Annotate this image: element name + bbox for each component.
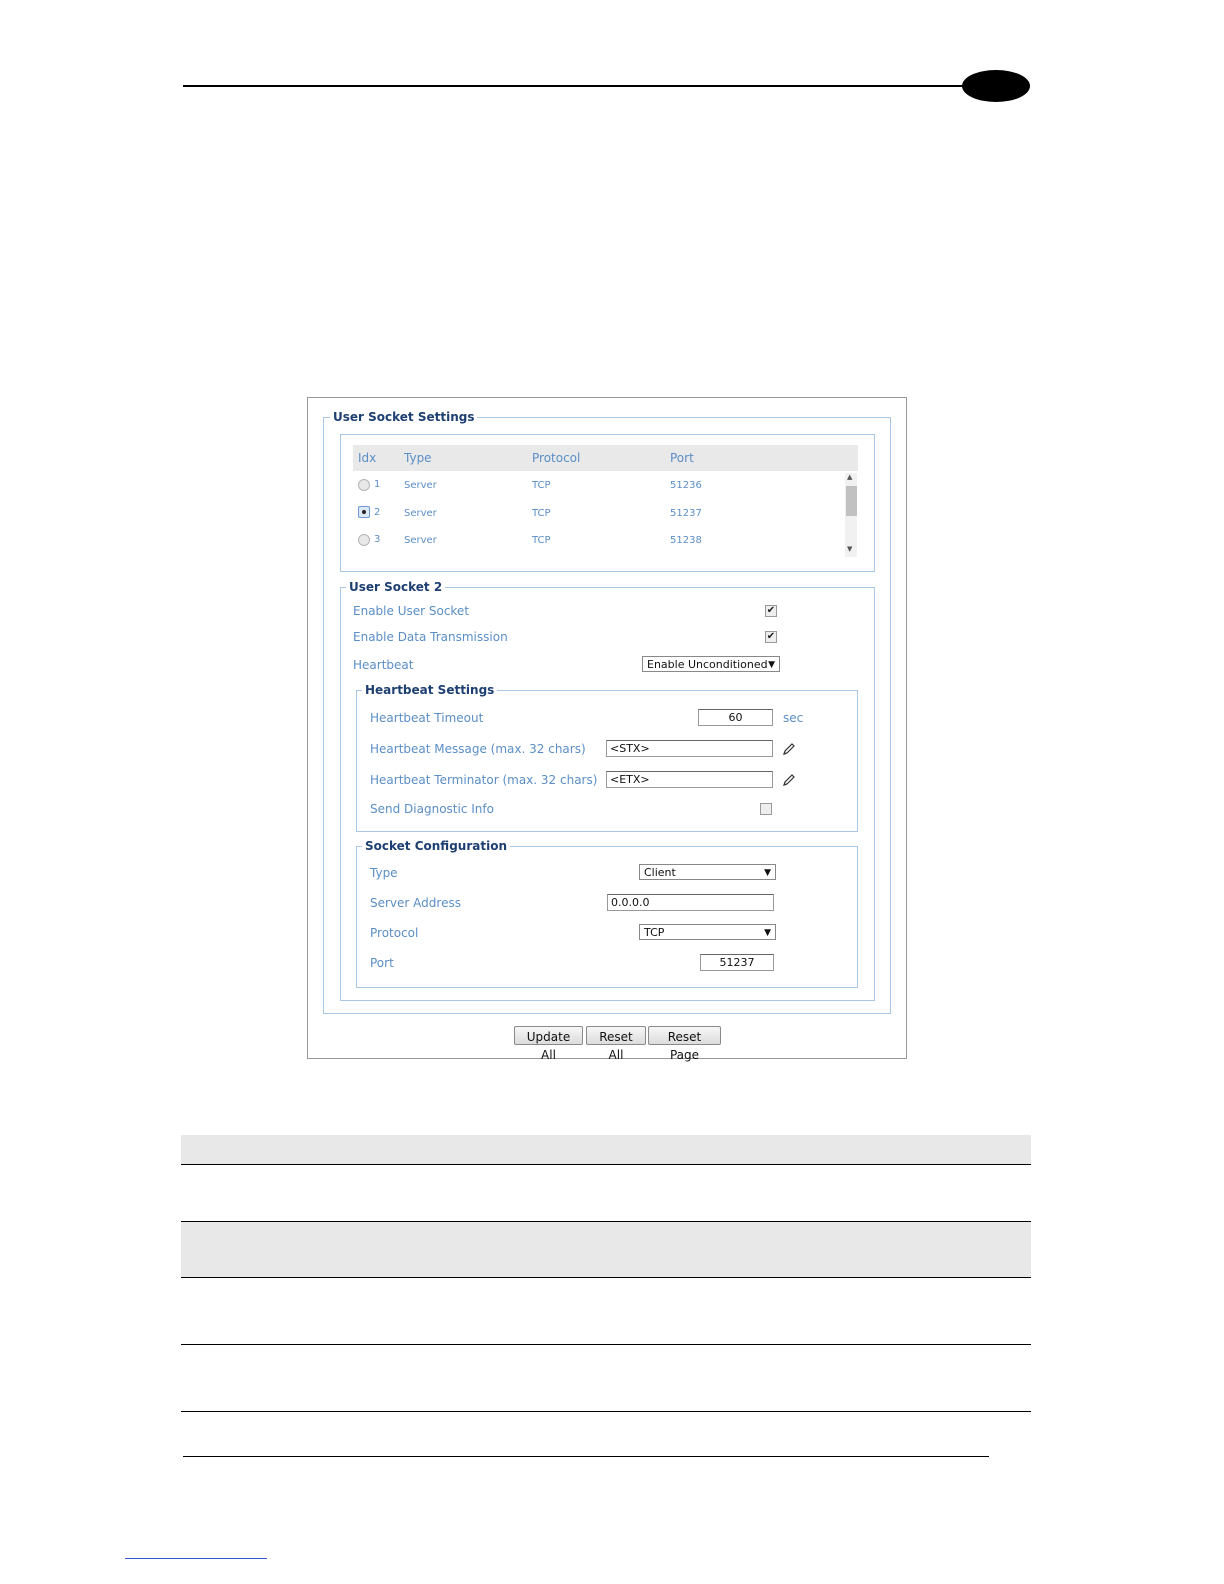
reset-all-button[interactable]: Reset All — [586, 1026, 646, 1045]
heartbeat-terminator-label: Heartbeat Terminator (max. 32 chars) — [370, 773, 598, 787]
heartbeat-terminator-input[interactable]: <ETX> — [606, 771, 773, 788]
enable-user-socket-checkbox[interactable]: ✔ — [766, 605, 776, 616]
socket-row-3-idx: 3 — [374, 534, 381, 545]
socket-row-1-radio[interactable] — [358, 479, 370, 491]
enable-user-socket-label: Enable User Socket — [353, 604, 470, 618]
socket-type-select[interactable] — [639, 864, 776, 880]
heartbeat-timeout-unit: sec — [783, 711, 804, 725]
doc-table-rule — [181, 1277, 1031, 1278]
chevron-down-icon: ▼ — [768, 660, 775, 670]
heartbeat-select-value: Enable Unconditioned — [647, 658, 768, 671]
footer-link-underline[interactable] — [125, 1558, 267, 1559]
column-header-port: Port — [670, 451, 694, 465]
send-diagnostic-info-checkbox[interactable] — [760, 803, 772, 815]
chevron-down-icon: ▼ — [764, 928, 771, 938]
socket-row-1-idx: 1 — [374, 479, 381, 490]
socket-row-2-radio[interactable] — [358, 506, 370, 518]
socket-row-3-type: Server — [404, 535, 437, 546]
heartbeat-settings-legend: Heartbeat Settings — [362, 683, 497, 697]
socket-protocol-select-value: TCP — [644, 926, 665, 939]
socket-row-2-protocol: TCP — [532, 508, 551, 519]
heartbeat-message-label: Heartbeat Message (max. 32 chars) — [370, 742, 586, 756]
scrollbar-thumb[interactable] — [846, 486, 857, 516]
socket-configuration-legend: Socket Configuration — [362, 839, 510, 853]
socket-row-1-port: 51236 — [670, 480, 702, 491]
edit-message-pencil-icon[interactable] — [782, 742, 796, 756]
heartbeat-select[interactable] — [642, 656, 780, 672]
heartbeat-message-input[interactable]: <STX> — [606, 740, 773, 757]
socket-row-2-type: Server — [404, 508, 437, 519]
chevron-down-icon: ▼ — [764, 868, 771, 878]
socket-type-select-value: Client — [644, 866, 676, 879]
user-socket-2-legend: User Socket 2 — [346, 580, 445, 594]
doc-table-header-row — [181, 1135, 1031, 1164]
heartbeat-label: Heartbeat — [353, 658, 414, 672]
socket-type-label: Type — [370, 866, 398, 880]
socket-row-2-port: 51237 — [670, 508, 702, 519]
socket-configuration-fieldset — [356, 846, 858, 988]
scroll-down-icon[interactable]: ▼ — [847, 545, 853, 553]
socket-row-1-type: Server — [404, 480, 437, 491]
doc-table-shaded-row — [181, 1222, 1031, 1277]
edit-terminator-pencil-icon[interactable] — [782, 773, 796, 787]
column-header-type: Type — [404, 451, 432, 465]
scroll-up-icon[interactable]: ▲ — [847, 473, 853, 481]
user-socket-settings-legend: User Socket Settings — [330, 410, 477, 424]
column-header-idx: Idx — [358, 451, 377, 465]
socket-row-3-port: 51238 — [670, 535, 702, 546]
enable-data-transmission-checkbox[interactable]: ✔ — [766, 631, 776, 642]
socket-row-3-radio[interactable] — [358, 534, 370, 546]
server-address-input[interactable]: 0.0.0.0 — [607, 894, 774, 911]
heartbeat-timeout-input[interactable]: 60 — [698, 709, 773, 726]
socket-port-label: Port — [370, 956, 394, 970]
server-address-label: Server Address — [370, 896, 461, 910]
socket-port-input[interactable]: 51237 — [700, 954, 774, 971]
update-all-button[interactable]: Update All — [514, 1026, 583, 1045]
column-header-protocol: Protocol — [532, 451, 581, 465]
doc-table-rule — [181, 1164, 1031, 1165]
socket-protocol-label: Protocol — [370, 926, 419, 940]
header-rule — [183, 85, 983, 87]
socket-protocol-select[interactable] — [639, 924, 776, 940]
footer-rule — [183, 1456, 989, 1457]
socket-row-1-protocol: TCP — [532, 480, 551, 491]
enable-data-transmission-label: Enable Data Transmission — [353, 630, 508, 644]
doc-table-rule — [181, 1411, 1031, 1412]
heartbeat-timeout-label: Heartbeat Timeout — [370, 711, 484, 725]
socket-row-2-idx: 2 — [374, 507, 381, 518]
send-diagnostic-info-label: Send Diagnostic Info — [370, 802, 494, 816]
doc-table-rule — [181, 1221, 1031, 1222]
reset-page-button[interactable]: Reset Page — [648, 1026, 721, 1045]
socket-row-3-protocol: TCP — [532, 535, 551, 546]
chapter-tab-marker — [962, 70, 1030, 102]
doc-table-rule — [181, 1344, 1031, 1345]
